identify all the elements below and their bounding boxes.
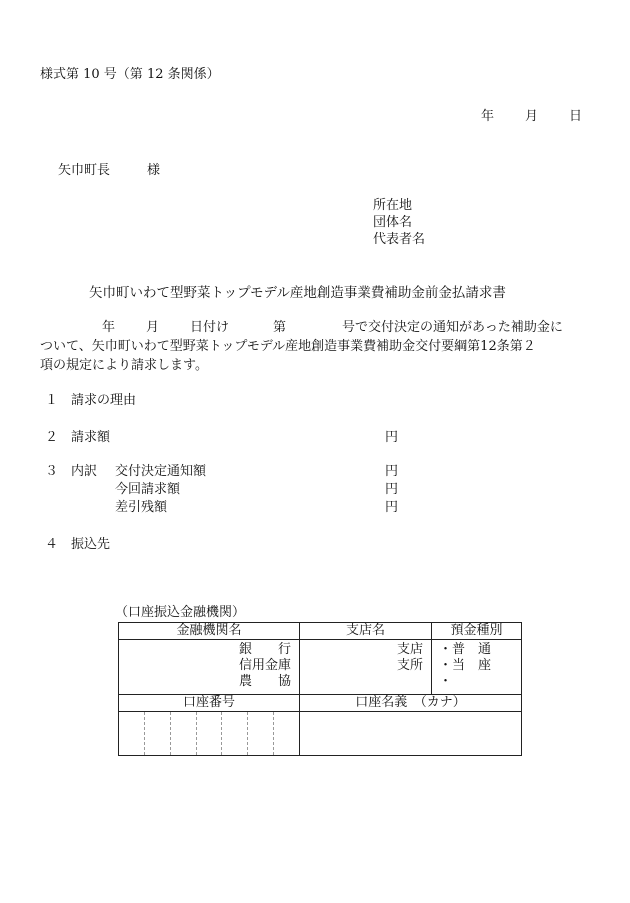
deposit-type-current: ・当 座 <box>439 658 492 673</box>
account-number-cell[interactable] <box>119 712 300 756</box>
body-month-label: 月 <box>146 320 160 335</box>
breakdown-row-unit: 円 <box>385 500 399 515</box>
account-number-digit-box[interactable] <box>248 712 274 755</box>
document-title: 矢巾町いわて型野菜トップモデル産地創造事業費補助金前金払請求書 <box>89 285 506 301</box>
bank-table-header-row <box>119 623 522 640</box>
item-1-label: 請求の理由 <box>71 393 137 408</box>
institution-name-cell[interactable] <box>119 640 300 695</box>
body-line-3: 項の規定により請求します。 <box>40 358 208 373</box>
deposit-type-header: 預金種別 <box>432 623 522 640</box>
addressee-honorific: 様 <box>147 163 161 178</box>
breakdown-row-unit: 円 <box>385 464 399 479</box>
item-3-label: 内訳 <box>71 464 98 479</box>
body-year-label: 年 <box>102 320 116 335</box>
breakdown-row-unit: 円 <box>385 482 399 497</box>
account-number-digit-box[interactable] <box>197 712 223 755</box>
item-4-label: 振込先 <box>71 537 111 552</box>
date-day-label: 日 <box>569 109 583 124</box>
item-1-number: １ <box>45 393 59 408</box>
account-number-header: 口座番号 <box>119 695 300 712</box>
breakdown-row-label: 差引残額 <box>115 500 168 515</box>
bank-table-caption: （口座振込金融機関） <box>115 605 246 620</box>
item-4-number: ４ <box>45 537 59 552</box>
date-year-label: 年 <box>481 109 495 124</box>
applicant-location-label: 所在地 <box>373 198 413 213</box>
account-number-digit-box[interactable] <box>145 712 171 755</box>
branch-type-branch: 支店 <box>396 642 423 657</box>
item-2-number: ２ <box>45 430 59 445</box>
addressee-name: 矢巾町長 <box>58 163 111 178</box>
body-line-1-rest: 号で交付決定の通知があった補助金に <box>342 320 563 335</box>
form-number: 様式第 10 号（第 12 条関係） <box>40 67 220 82</box>
item-2-label: 請求額 <box>71 430 111 445</box>
bank-account-table <box>118 622 522 756</box>
body-number-prefix: 第 <box>273 320 287 335</box>
account-number-digit-box[interactable] <box>274 712 299 755</box>
body-line-2: ついて、矢巾町いわて型野菜トップモデル産地創造事業費補助金交付要綱第12条第２ <box>40 339 536 354</box>
account-number-digit-box[interactable] <box>222 712 248 755</box>
bank-table-account-row <box>119 712 522 756</box>
account-name-header: 口座名義 （カナ） <box>300 695 522 712</box>
item-3-number: ３ <box>45 464 59 479</box>
account-number-digit-box[interactable] <box>119 712 145 755</box>
branch-name-cell[interactable] <box>300 640 432 695</box>
applicant-organization-label: 団体名 <box>373 215 413 230</box>
branch-name-header: 支店名 <box>300 623 432 640</box>
applicant-representative-label: 代表者名 <box>373 232 426 247</box>
institution-type-agri-coop: 農 協 <box>238 674 291 689</box>
bank-table-entry-row <box>119 640 522 695</box>
bank-table-account-header-row <box>119 695 522 712</box>
deposit-type-cell[interactable] <box>432 640 522 695</box>
institution-type-bank: 銀 行 <box>238 642 291 657</box>
breakdown-row-label: 今回請求額 <box>115 482 181 497</box>
deposit-type-ordinary: ・普 通 <box>439 642 492 657</box>
body-dated-label: 日付け <box>190 320 230 335</box>
account-number-digit-box[interactable] <box>171 712 197 755</box>
item-2-unit: 円 <box>385 430 399 445</box>
account-number-digit-boxes <box>119 712 299 755</box>
institution-name-header: 金融機関名 <box>119 623 300 640</box>
date-month-label: 月 <box>525 109 539 124</box>
deposit-type-other: ・ <box>439 674 453 689</box>
branch-type-office: 支所 <box>396 658 423 673</box>
breakdown-row-label: 交付決定通知額 <box>115 464 207 479</box>
institution-type-credit-union: 信用金庫 <box>238 658 291 673</box>
account-name-cell[interactable] <box>300 712 522 756</box>
